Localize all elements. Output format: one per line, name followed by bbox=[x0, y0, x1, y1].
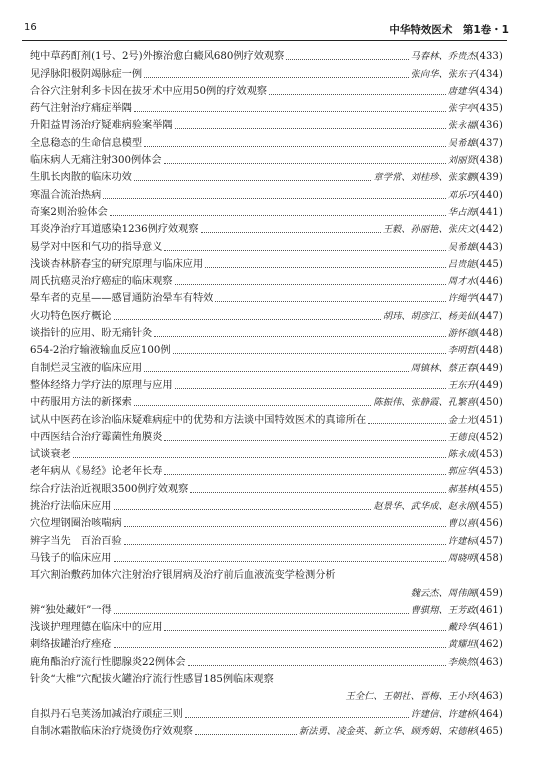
toc-entry bbox=[30, 548, 503, 565]
toc-entry-title: 中药服用方法的新探索 bbox=[30, 397, 132, 409]
dot-leader bbox=[286, 58, 408, 60]
toc-entry bbox=[30, 46, 503, 63]
toc-entry-authors: 王东升 bbox=[447, 379, 476, 391]
toc-entry-title: 自制冰霜散临床治疗烧烫伤疗效观察 bbox=[30, 725, 193, 737]
toc-entry bbox=[30, 530, 503, 547]
toc-entry bbox=[30, 115, 503, 132]
toc-entry-authors: 周才水 bbox=[447, 276, 476, 288]
toc-entry-page: (458) bbox=[475, 552, 503, 564]
dot-leader bbox=[134, 110, 446, 112]
toc-entry-page: (463) bbox=[475, 656, 503, 668]
toc-entry-authors: 李明哲 bbox=[447, 345, 476, 357]
toc-entry-authors: 华占海 bbox=[447, 206, 476, 218]
toc-entry bbox=[30, 651, 503, 668]
dot-leader bbox=[164, 249, 445, 251]
toc-entry-title: 火功特色医疗概论 bbox=[30, 310, 112, 322]
toc-entry-authors: 吕贵能 bbox=[447, 258, 476, 270]
toc-entry bbox=[30, 409, 503, 426]
toc-entry bbox=[30, 184, 503, 201]
toc-entry-authors: 邓乐巧 bbox=[447, 189, 476, 201]
toc-entry-title: 刺络拔罐治疗痤疮 bbox=[30, 639, 112, 651]
toc-entry-page: (447) bbox=[475, 310, 503, 322]
dot-leader bbox=[173, 352, 446, 354]
toc-entry-title: 升阳益胃汤治疗疑难病验案举隅 bbox=[30, 120, 173, 132]
toc-entry-title: 谈指针的应用、盼无痛针灸 bbox=[30, 328, 153, 340]
dot-leader bbox=[114, 646, 446, 648]
dot-leader bbox=[164, 629, 445, 631]
toc-entry-page: (448) bbox=[475, 345, 503, 357]
toc-entry-page: (436) bbox=[475, 120, 503, 132]
page-number: 16 bbox=[24, 22, 37, 33]
toc-entry-page: (438) bbox=[475, 155, 503, 167]
running-title: 中华特效医术 第1卷・1 bbox=[389, 24, 509, 36]
toc-entry bbox=[30, 634, 503, 651]
dot-leader bbox=[73, 456, 446, 458]
toc-entry-authors: 章学常、刘桂珍、张家鹏 bbox=[373, 172, 476, 184]
toc-entry-page: (447) bbox=[475, 293, 503, 305]
toc-entry-title: 周氏抗癌灵治疗癌症的临床观察 bbox=[30, 276, 173, 288]
toc-entry bbox=[30, 323, 503, 340]
dot-leader bbox=[114, 508, 372, 510]
toc-entry bbox=[30, 357, 503, 374]
toc-entry-title: 全息稳态的生命信息模型 bbox=[30, 137, 143, 149]
dot-leader bbox=[185, 716, 409, 718]
dot-leader bbox=[175, 387, 446, 389]
toc-entry-page: (442) bbox=[475, 224, 503, 236]
toc-entry-title: 针灸“大椎”穴配拔火罐治疗流行性感冒185例临床观察 bbox=[30, 673, 274, 685]
toc-entry-page: (445) bbox=[475, 258, 503, 270]
toc-entry-page: (446) bbox=[475, 276, 503, 288]
toc-entry-page: (437) bbox=[475, 137, 503, 149]
toc-entry bbox=[30, 340, 503, 357]
toc-entry-title: 易学对中医和气功的指导意义 bbox=[30, 241, 163, 253]
toc-entry bbox=[30, 98, 503, 115]
toc-entry bbox=[30, 150, 503, 167]
dot-leader bbox=[103, 197, 445, 199]
toc-entry-title: 挑治疗法临床应用 bbox=[30, 501, 112, 513]
toc-entry bbox=[30, 461, 503, 478]
toc-entry-title: 654-2治疗输液输血反应100例 bbox=[30, 345, 171, 357]
toc-entry-title: 纯中草药酊剂(1号、2号)外擦治愈白癜风680例疗效观察 bbox=[30, 51, 285, 63]
toc-entry bbox=[30, 236, 503, 253]
toc-entry-title: 浅谈杏林脐春宝的研究原理与临床应用 bbox=[30, 258, 204, 270]
toc-entry-authors: 许绳学 bbox=[447, 293, 476, 305]
toc-entry-page: (453) bbox=[475, 449, 503, 461]
toc-entry-title: 合谷穴注射利多卡因在拔牙术中应用50例的疗效观察 bbox=[30, 85, 268, 97]
dot-leader bbox=[205, 266, 446, 268]
dot-leader bbox=[269, 93, 446, 95]
toc-entry-page: (455) bbox=[475, 501, 503, 513]
toc-entry-page: (465) bbox=[475, 725, 503, 737]
toc-entry-page: (443) bbox=[475, 241, 503, 253]
toc-entry-title: 寒温合流治热病 bbox=[30, 189, 102, 201]
toc-entry-title: 中西医结合治疗霉菌性角膜炎 bbox=[30, 431, 163, 443]
toc-entry-authors: 周镇林、蔡正春 bbox=[410, 362, 476, 374]
toc-entry-page: (441) bbox=[475, 206, 503, 218]
toc-entry-authors: 张永福 bbox=[447, 120, 476, 132]
toc-entry-title: 耳炎净治疗耳道感染1236例疗效观察 bbox=[30, 224, 199, 236]
toc-entry bbox=[30, 427, 503, 444]
toc-entry-page: (433) bbox=[475, 51, 503, 63]
toc-entry bbox=[30, 375, 503, 392]
toc-entry bbox=[30, 686, 503, 703]
toc-entry-page: (457) bbox=[475, 535, 503, 547]
toc-entry-title: 自制烂灵宝液的临床应用 bbox=[30, 362, 143, 374]
toc-entry bbox=[30, 81, 503, 98]
toc-entry-title: 辨字当先 百治百验 bbox=[30, 535, 122, 547]
toc-entry-page: (448) bbox=[475, 328, 503, 340]
toc-entry-authors: 许建标 bbox=[447, 535, 476, 547]
toc-entry-page: (463) bbox=[475, 691, 503, 703]
toc-entry-authors: 郝基林 bbox=[447, 483, 476, 495]
toc-entry-authors: 吴希雄 bbox=[447, 137, 476, 149]
dot-leader bbox=[124, 543, 446, 545]
toc-entry bbox=[30, 63, 503, 80]
header-rule bbox=[22, 40, 507, 41]
toc-entry-authors: 马春林、乔贵杰 bbox=[410, 51, 476, 63]
toc-entry-page: (449) bbox=[475, 362, 503, 374]
toc-entry-authors: 王德良 bbox=[447, 431, 476, 443]
toc-entry bbox=[30, 703, 503, 720]
dot-leader bbox=[164, 162, 446, 164]
toc-entry bbox=[30, 617, 503, 634]
toc-entry-authors: 魏云杰、周伟阁 bbox=[410, 587, 476, 599]
toc-entry-authors: 张宇亭 bbox=[447, 103, 476, 115]
table-of-contents bbox=[30, 46, 503, 738]
toc-entry-title: 穴位埋钢圈治咳喘病 bbox=[30, 518, 122, 530]
toc-entry-title: 临床病人无痛注射300例体会 bbox=[30, 155, 162, 167]
toc-entry bbox=[30, 288, 503, 305]
dot-leader bbox=[195, 733, 297, 735]
toc-entry-title: 见浮脉阳极阴竭脉症一例 bbox=[30, 68, 143, 80]
toc-entry-title: 鹿角酯治疗流行性腮腺炎22例体会 bbox=[30, 656, 186, 668]
toc-entry-title: 浅谈护理理德在临床中的应用 bbox=[30, 622, 163, 634]
toc-entry bbox=[30, 132, 503, 149]
toc-entry bbox=[30, 271, 503, 288]
dot-leader bbox=[154, 335, 446, 337]
toc-entry-page: (449) bbox=[475, 379, 503, 391]
toc-entry bbox=[30, 392, 503, 409]
toc-entry-title: 耳穴割治敷药加体穴注射治疗银屑病及治疗前后血液流变学检测分析 bbox=[30, 570, 336, 582]
toc-entry bbox=[30, 167, 503, 184]
toc-entry-page: (450) bbox=[475, 397, 503, 409]
toc-entry bbox=[30, 496, 503, 513]
toc-entry bbox=[30, 478, 503, 495]
dot-leader bbox=[201, 231, 381, 233]
toc-entry-page: (451) bbox=[475, 414, 503, 426]
toc-entry-authors: 新法勇、凌金英、新立华、顾秀娟、宋德彬 bbox=[299, 725, 476, 737]
toc-entry-page: (459) bbox=[475, 587, 503, 599]
dot-leader bbox=[114, 560, 446, 562]
toc-entry-authors: 黄耀坦 bbox=[447, 639, 476, 651]
toc-entry-page: (439) bbox=[475, 172, 503, 184]
toc-entry-page: (435) bbox=[475, 103, 503, 115]
toc-entry-authors: 戴玲华 bbox=[447, 622, 476, 634]
toc-entry-authors: 赵景华、武华成、赵永刚 bbox=[373, 501, 476, 513]
toc-entry bbox=[30, 513, 503, 530]
dot-leader bbox=[215, 300, 445, 302]
toc-entry bbox=[30, 444, 503, 461]
dot-leader bbox=[188, 664, 446, 666]
toc-entry-page: (453) bbox=[475, 466, 503, 478]
dot-leader bbox=[368, 422, 446, 424]
toc-entry-authors: 陈振伟、张静霞、孔繁喜 bbox=[373, 397, 476, 409]
dot-leader bbox=[124, 525, 446, 527]
toc-entry-page: (434) bbox=[475, 68, 503, 80]
toc-entry-authors: 曹以喜 bbox=[447, 518, 476, 530]
toc-entry-authors: 金士光 bbox=[447, 414, 476, 426]
dot-leader bbox=[144, 145, 446, 147]
toc-entry-title: 试从中医药在诊治临床疑难病症中的优势和方法谈中国特效医术的真谛所在 bbox=[30, 414, 367, 426]
toc-entry bbox=[30, 565, 503, 582]
dot-leader bbox=[190, 491, 445, 493]
toc-entry bbox=[30, 219, 503, 236]
dot-leader bbox=[175, 283, 446, 285]
dot-leader bbox=[114, 612, 409, 614]
toc-entry-title: 马钱子的临床应用 bbox=[30, 552, 112, 564]
toc-entry-page: (434) bbox=[475, 85, 503, 97]
toc-entry bbox=[30, 600, 503, 617]
toc-entry-page: (462) bbox=[475, 639, 503, 651]
toc-entry-authors: 吴希雄 bbox=[447, 241, 476, 253]
toc-entry-authors: 郭应华 bbox=[447, 466, 476, 478]
toc-entry-authors: 曹骐翔、王芳政 bbox=[410, 604, 476, 616]
toc-entry-authors: 游怀德 bbox=[447, 328, 476, 340]
toc-entry-authors: 唐建华 bbox=[447, 85, 476, 97]
toc-entry-title: 综合疗法治近视眼3500例疗效观察 bbox=[30, 483, 189, 495]
toc-entry bbox=[30, 721, 503, 738]
toc-entry-page: (455) bbox=[475, 483, 503, 495]
toc-entry-authors: 许建信、许建桥 bbox=[410, 708, 476, 720]
dot-leader bbox=[175, 127, 446, 129]
toc-entry-page: (464) bbox=[475, 708, 503, 720]
toc-entry-authors: 陈永成 bbox=[447, 449, 476, 461]
dot-leader bbox=[134, 404, 372, 406]
toc-entry-title: 奇案2则治验体会 bbox=[30, 206, 108, 218]
toc-entry-authors: 王毅、孙丽艳、张庆文 bbox=[382, 224, 476, 236]
toc-entry-authors: 张向华、张东子 bbox=[410, 68, 476, 80]
toc-entry-page: (452) bbox=[475, 431, 503, 443]
toc-entry bbox=[30, 305, 503, 322]
toc-entry-authors: 王全仁、王朝社、晋梅、王小玲 bbox=[345, 691, 476, 703]
toc-entry-authors: 胡玮、胡彦江、杨美仙 bbox=[382, 310, 476, 322]
toc-entry-title: 自拟丹石皂荚汤加减治疗顽症三则 bbox=[30, 708, 183, 720]
toc-entry-authors: 李焕然 bbox=[447, 656, 476, 668]
dot-leader bbox=[110, 214, 446, 216]
dot-leader bbox=[144, 370, 409, 372]
toc-entry bbox=[30, 582, 503, 599]
toc-entry-title: 药气注射治疗痛症举隅 bbox=[30, 103, 132, 115]
page-header bbox=[24, 22, 509, 38]
dot-leader bbox=[114, 318, 381, 320]
toc-entry-page: (461) bbox=[475, 622, 503, 634]
toc-entry-title: 试谈衰老 bbox=[30, 449, 71, 461]
toc-entry-authors: 刘丽贤 bbox=[447, 155, 476, 167]
toc-entry-title: 整体经络力学疗法的原理与应用 bbox=[30, 379, 173, 391]
dot-leader bbox=[144, 76, 409, 78]
toc-entry bbox=[30, 254, 503, 271]
toc-entry bbox=[30, 202, 503, 219]
dot-leader bbox=[134, 179, 372, 181]
toc-entry-title: 生肌长肉散的临床功效 bbox=[30, 172, 132, 184]
dot-leader bbox=[164, 439, 445, 441]
toc-entry-title: 辨“独处藏奸”一得 bbox=[30, 604, 112, 616]
toc-entry-page: (461) bbox=[475, 604, 503, 616]
toc-entry-title: 老年病从《易经》论老年长寿 bbox=[30, 466, 163, 478]
toc-entry-title: 晕车者的克星——感冒通防治晕车有特效 bbox=[30, 293, 214, 305]
toc-entry-page: (456) bbox=[475, 518, 503, 530]
toc-entry-page: (440) bbox=[475, 189, 503, 201]
dot-leader bbox=[164, 473, 445, 475]
toc-entry-authors: 周晓明 bbox=[447, 552, 476, 564]
toc-entry bbox=[30, 669, 503, 686]
